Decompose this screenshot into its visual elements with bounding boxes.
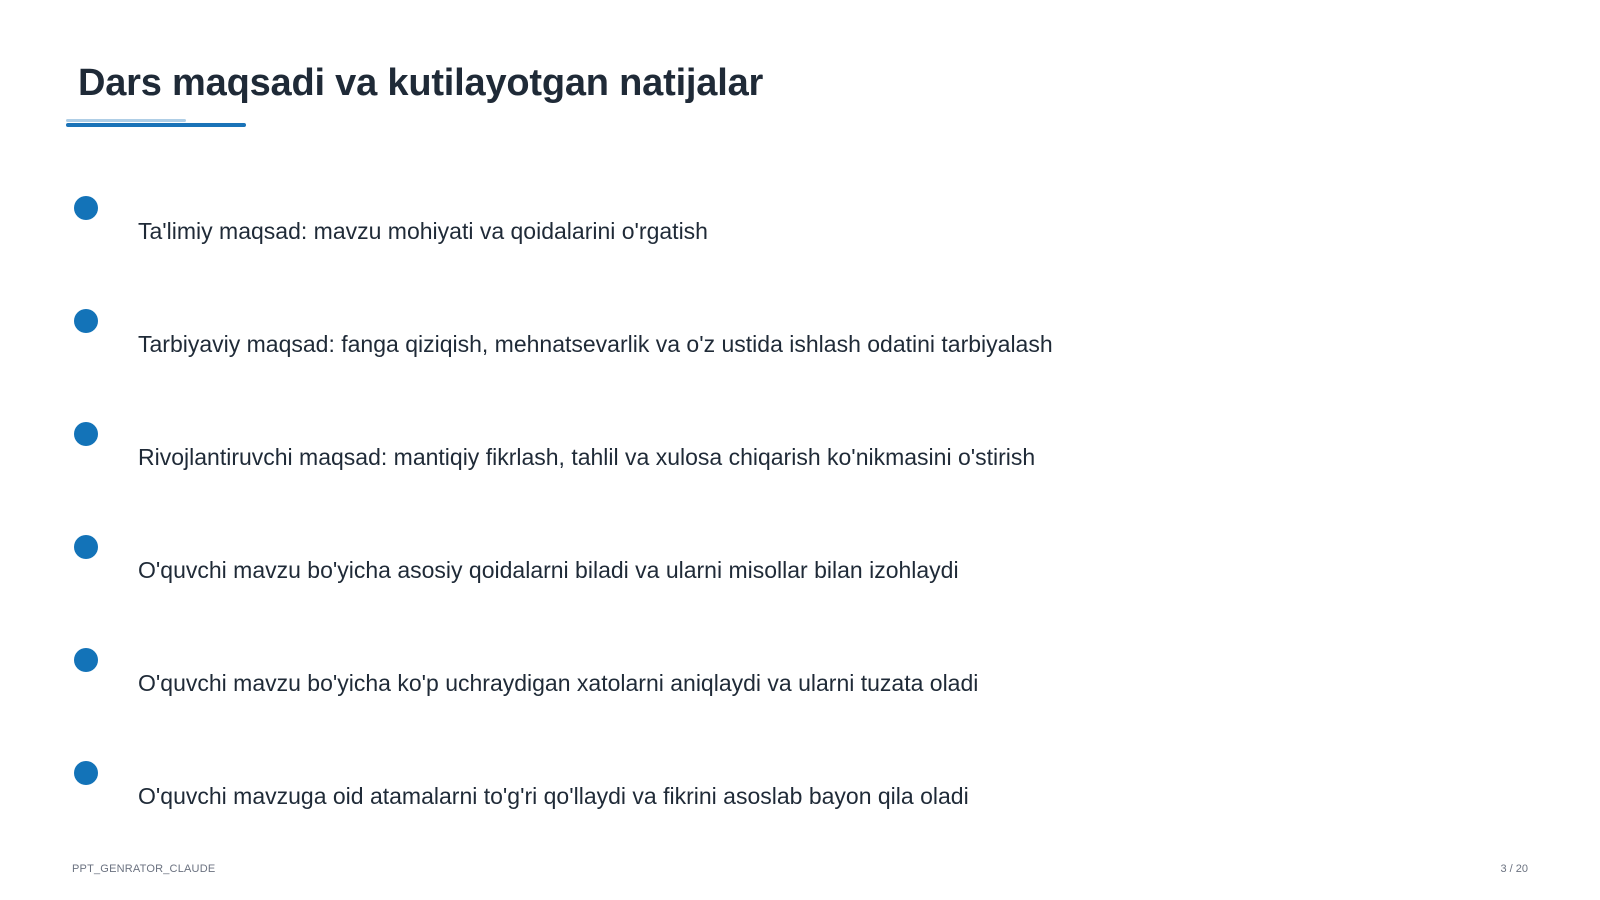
bullet-dot-icon: [74, 309, 98, 333]
page-number: 3 / 20: [1500, 863, 1528, 875]
footer-source-label: PPT_GENRATOR_CLAUDE: [72, 863, 216, 875]
slide-title: Dars maqsadi va kutilayotgan natijalar: [78, 62, 764, 104]
bullet-text: O'quvchi mavzuga oid atamalarni to'g'ri qo'llaydi va fikrini asoslab bayon qila oladi: [138, 783, 969, 809]
bullet-dot-icon: [74, 196, 98, 220]
bullet-dot-icon: [74, 422, 98, 446]
list-item: [72, 309, 1472, 389]
bullet-text: O'quvchi mavzu bo'yicha asosiy qoidalarni biladi va ularni misollar bilan izohlaydi: [138, 557, 959, 583]
bullet-text: O'quvchi mavzu bo'yicha ko'p uchraydigan xatolarni aniqlaydi va ularni tuzata oladi: [138, 670, 979, 696]
bullet-dot-icon: [74, 535, 98, 559]
list-item: [72, 648, 1472, 728]
bullet-dot-icon: [74, 761, 98, 785]
bullet-text: Tarbiyaviy maqsad: fanga qiziqish, mehnatsevarlik va o'z ustida ishlash odatini tarbiyalash: [138, 331, 1053, 357]
list-item: [72, 422, 1472, 502]
list-item: [72, 196, 1472, 276]
list-item: [72, 761, 1472, 841]
bullet-text: Ta'limiy maqsad: mavzu mohiyati va qoidalarini o'rgatish: [138, 218, 708, 244]
bullet-text: Rivojlantiruvchi maqsad: mantiqiy fikrlash, tahlil va xulosa chiqarish ko'nikmasini o'stirish: [138, 444, 1036, 470]
list-item: [72, 535, 1472, 615]
bullet-dot-icon: [74, 648, 98, 672]
